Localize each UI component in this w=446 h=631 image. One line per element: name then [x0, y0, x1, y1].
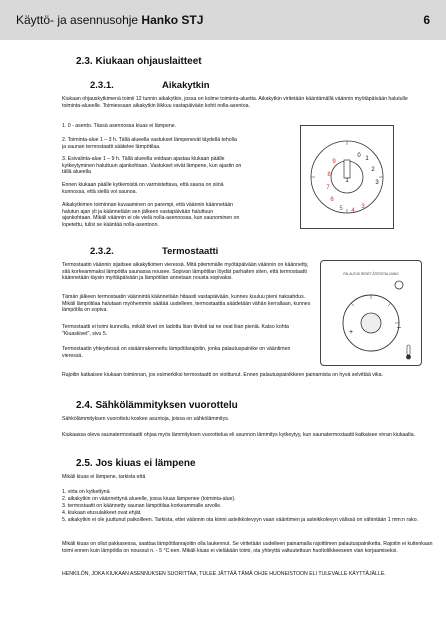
check-item-5: 5. aikakytkin ei ole juuttunut paikoilleen. Tarkista, ettei väännin ota kiinni asteikkolevyyn vaan vääntimen ja asteikkolevyn välissä on vähintään 1 mm:n rako. — [62, 517, 419, 523]
thermometer-icon — [406, 345, 411, 359]
dial-number-4: 4 — [351, 208, 355, 214]
check-item-1: 1. virta on kytkettynä — [62, 489, 110, 495]
thermostat-plus: + — [349, 329, 354, 336]
vuorottelu-p1: Sähkölämmityksen vuorottelu koskee asuntoja, joissa on sähkölämmitys. — [62, 416, 230, 422]
thermostat-minus: – — [397, 324, 401, 331]
timer-dial-drawing — [301, 126, 393, 228]
dial-number-6: 6 — [330, 197, 334, 203]
aikakytkin-item-2: 2. Toiminta-alue 1 – 3 h. Tällä alueella vastukset lämpenevät täydellä teholla ja saunan termostaatti säätelee lämpötilaa. — [62, 137, 237, 150]
section-2-3-1-number: 2.3.1. — [90, 80, 114, 91]
reset-label: PALAUTUS RESET ÅTERSTÄLLNING — [343, 272, 399, 276]
section-2-3-2-number: 2.3.2. — [90, 246, 114, 257]
installer-note: HENKILÖN, JOKA KIUKAAN ASENNUKSEN SUORITTAA, TULEE JÄTTÄÄ TÄMÄ OHJE HUONEISTOON ELI TULEVALLE KÄYTTÄJÄLLE. — [62, 571, 386, 577]
termostaatti-p2: Tämän jälkeen termostaatin väännintä käännetään hitaasti vastapäivään, kunnes kuuluu pieni naksahdus. Mikäli lämpötilaa halutaan myöhemmin säätää uudelleen, termostaattia säädetään vähän kerrallaan, kunnes lämpötila on sopiva. — [62, 294, 311, 314]
section-2-3-1-title: Aikakytkin — [162, 80, 210, 91]
pakkanen-note: Mikäli kiuas on ollut pakkasessa, saattaa lämpötilanrajoitin olla laukennut. Se viritetään uudelleen painamalla rajoittimen palautuspainiketta. Rajoitin ei kuitenkaan toimi ennen kuin lämpötila on noussut n. - 5 °C:een. Mikäli kiuas ei vieläkään toimi, ota yhteyttä valtuutettuun huoltoliikkeeseen vian korjaamiseksi. — [62, 541, 433, 554]
check-item-4: 4. kiukaan etusulakkeet ovat ehjät. — [62, 510, 142, 516]
dial-number-1: 1 — [365, 156, 369, 162]
section-2-5-heading: 2.5. Jos kiuas ei lämpene — [76, 458, 196, 469]
section-2-3-heading: 2.3. Kiukaan ohjauslaitteet — [76, 56, 202, 67]
termostaatti-p3: Termostaatti ei toimi kunnolla, mikäli kivet on ladottu liian tiiviisti tai ne ovat liian pieniä. Katso kohta "Kiuaskivet", sivu 5. — [62, 324, 289, 337]
aikakytkin-note: Ennen kiukaan päälle kytkemistä on varmistettava, että sauna on siinä kunnossa, että siellä voi saunoa. — [62, 182, 224, 195]
dial-number-8: 8 — [327, 172, 331, 178]
reset-button-icon — [395, 281, 403, 289]
section-2-3-2-title: Termostaatti — [162, 246, 219, 257]
termostaatti-p5: Rajoitin katkaisee kiukaan toiminnan, jos esimerkiksi termostaatti on vioittunut. Ennen palautuspainikkeen painamista on hyvä selvittää vika. — [62, 372, 383, 378]
aikakytkin-usage: Aikakytkimen toiminnan kuvaaminen on parempi, että väännin käännetään halutun ajan yli ja käännetään sen jälkeen vastapäivään haluttuun ajankohtaan. Mikäli väännin ei ole vielä nolla-asennossa, kun saunominen on lopetettu, tulisi se kääntää nolla-asentoon. — [62, 202, 240, 228]
ei-lampene-intro: Mikäli kiuas ei lämpene, tarkista että — [62, 474, 146, 480]
thermostat-drawing — [321, 261, 421, 365]
dial-number-9: 9 — [332, 159, 336, 165]
aikakytkin-intro: Kiukaan ohjauskytkimenä toimii 12 tunnin aikakytkin, jossa on kolme toiminta-aluetta. Aikakytkin viritetään kääntämällä väännin myötäpäivään halutulle toiminta-alueelle. Toimiessaan aikakytkin liikkuu vastapäivään kohti nolla-asentoa. — [62, 96, 408, 109]
dial-number-0: 0 — [357, 153, 361, 159]
dial-number-3-red: 3 — [361, 204, 365, 210]
page-number: 6 — [423, 13, 430, 27]
dial-number-3: 3 — [375, 180, 379, 186]
dial-number-7: 7 — [326, 185, 330, 191]
termostaatti-p4: Termostaatin yhteydessä on sisäänrakennettu lämpötilarajoitin, jonka palautuspainike on vääntimen vieressä. — [62, 346, 291, 359]
termostaatti-p1: Termostaatin väännin sijaitsee aikakytkimen vieressä. Mitä pitemmälle myötäpäivään väännin on käännetty, sitä korkeammaksi lämpötila saunassa nousee. Sopivan lämpötilan löydät parhaiten siten, että termostaatti käännetään täysin myötäpäivään ja lämpötilan annetaan nousta sopivaksi. — [62, 262, 309, 282]
aikakytkin-item-1: 1. 0 - asento. Tässä asennossa kiuas ei lämpene. — [62, 123, 177, 129]
dial-number-5: 5 — [339, 206, 343, 212]
dial-number-2: 2 — [371, 167, 375, 173]
section-2-4-heading: 2.4. Sähkölämmityksen vuorottelu — [76, 400, 238, 411]
timer-dial-figure — [300, 125, 394, 229]
thermostat-figure — [320, 260, 422, 366]
document-title: Käyttö- ja asennusohje Hanko STJ — [16, 13, 204, 27]
check-item-3: 3. termostaatti on käännetty saunan lämpötilaa korkeammalle arvolle. — [62, 503, 222, 509]
aikakytkin-item-3: 3. Esivalinta-alue 1 – 9 h. Tällä alueella voidaan ajastaa kiukaan päälle kytkeytyminen haluttuun ajankohtaan. Vastukset eivät lämpene, kun ajastin on tällä alueella — [62, 156, 242, 176]
dial-center-label: 1 — [345, 178, 349, 184]
vuorottelu-p2: Kiukaassa oleva saunatermostaatti ohjaa myös lämmityksen vuorottelua eli asunnon lämmitys kytkeytyy, kun saunatermostaatti katkaisee virran kiukaalta. — [62, 432, 416, 438]
check-item-2: 2. aikakytkin on väännettynä alueelle, jossa kiuas lämpenee (toiminta-alue). — [62, 496, 236, 502]
